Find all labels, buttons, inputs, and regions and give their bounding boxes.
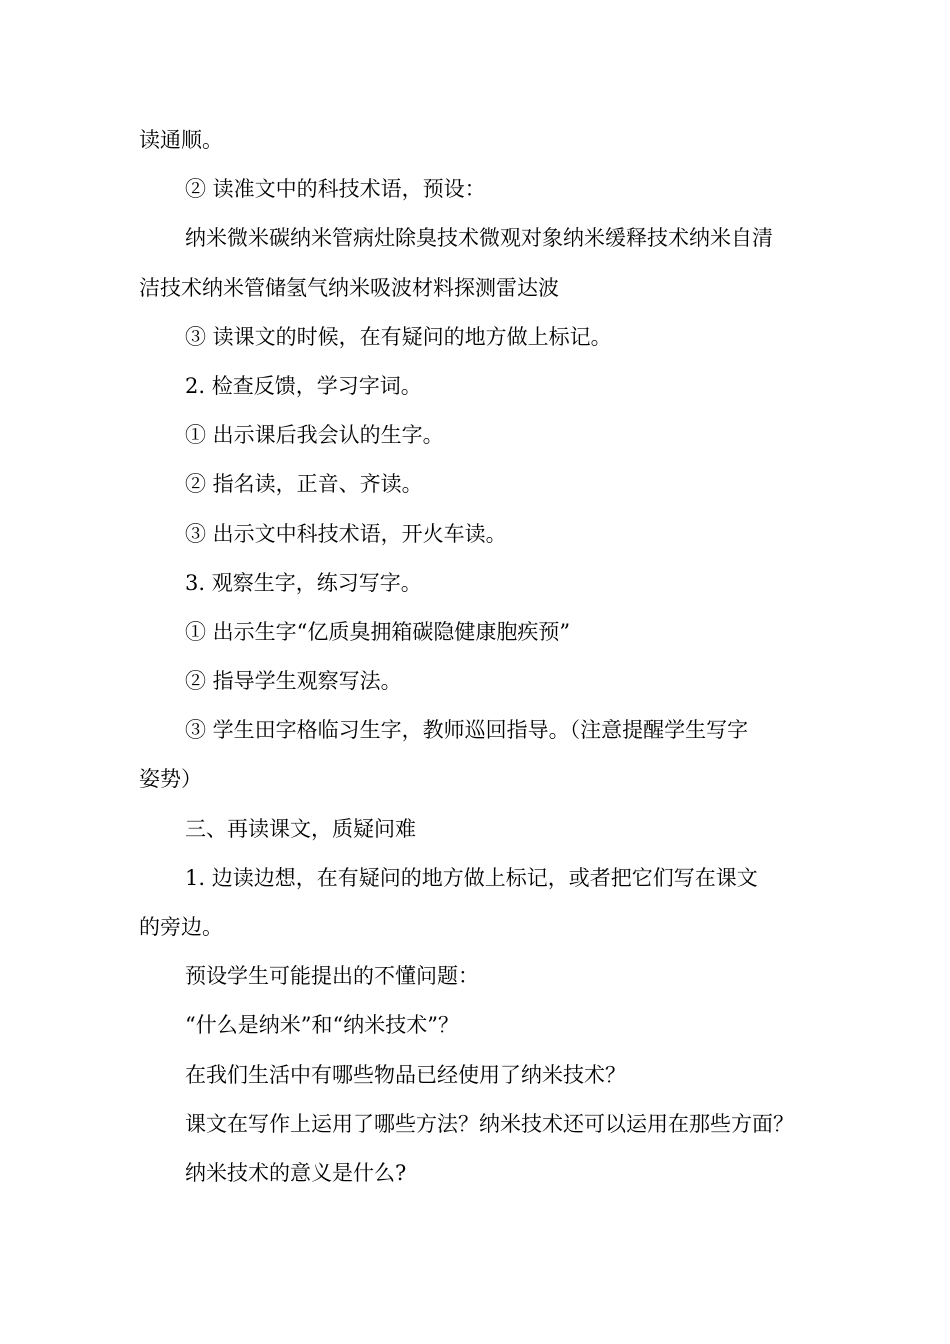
section-heading: 三、再读课文，质疑问难 <box>185 816 416 841</box>
text-line: ③ 读课文的时候，在有疑问的地方做上标记。 <box>185 324 612 349</box>
text-line: ③ 学生田字格临习生字，教师巡回指导。（注意提醒学生写字 <box>185 718 749 743</box>
text-line: 读通顺。 <box>139 128 223 152</box>
text-line: ② 读准文中的科技术语，预设： <box>185 177 486 202</box>
text-line: 课文在写作上运用了哪些方法？纳米技术还可以运用在那些方面？ <box>185 1111 794 1136</box>
text-line: 在我们生活中有哪些物品已经使用了纳米技术？ <box>185 1062 626 1087</box>
text-line: 的旁边。 <box>139 915 223 939</box>
text-line: 纳米技术的意义是什么? <box>185 1160 407 1185</box>
text-line: ① 出示生字“亿质臭拥箱碳隐健康胞疾预” <box>185 619 571 644</box>
text-line: 纳米微米碳纳米管病灶除臭技术微观对象纳米缓释技术纳米自清 <box>185 226 773 251</box>
text-line: 洁技术纳米管储氢气纳米吸波材料探测雷达波 <box>139 275 559 300</box>
text-line: ① 出示课后我会认的生字。 <box>185 423 444 448</box>
document-body <box>139 116 819 1198</box>
text-line: ② 指导学生观察写法。 <box>185 669 402 694</box>
text-line: 3. 观察生字，练习写字。 <box>185 570 422 595</box>
text-line: “什么是纳米”和“纳米技术”？ <box>185 1013 459 1038</box>
text-line: 预设学生可能提出的不懂问题： <box>185 964 479 989</box>
text-line: 1. 边读边想，在有疑问的地方做上标记，或者把它们写在课文 <box>185 865 758 890</box>
text-line: ② 指名读，正音、齐读。 <box>185 472 423 497</box>
text-line: 姿势） <box>139 767 202 792</box>
text-line: ③ 出示文中科技术语，开火车读。 <box>185 521 507 546</box>
text-line: 2. 检查反馈，学习字词。 <box>185 373 422 398</box>
